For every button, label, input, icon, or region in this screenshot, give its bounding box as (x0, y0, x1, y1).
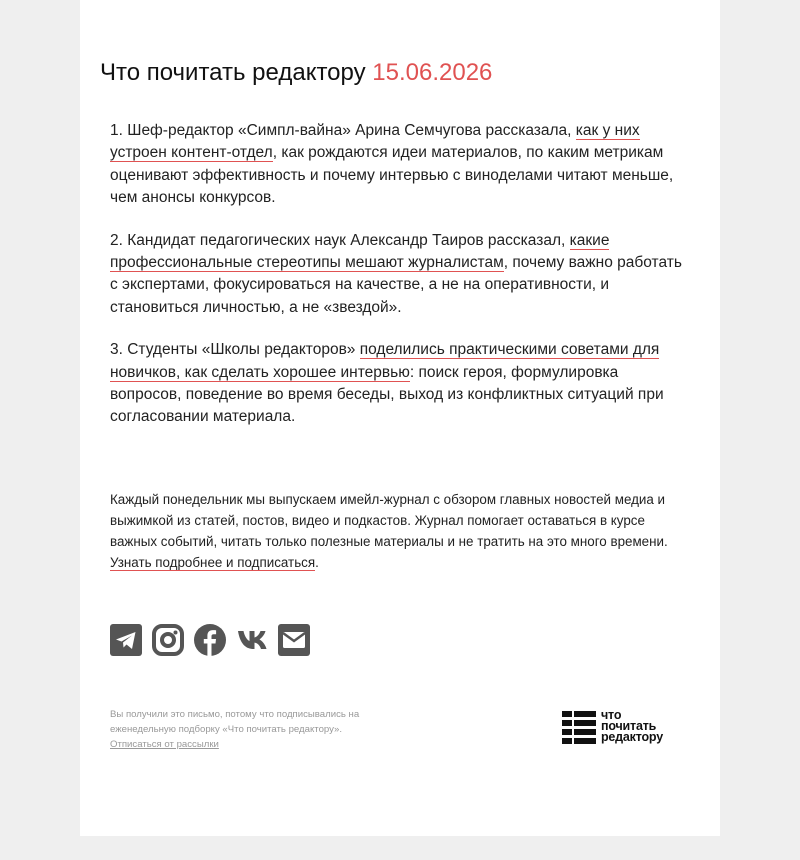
subscribe-link[interactable]: Узнать подробнее и подписаться (110, 555, 316, 570)
logo-line-3: редактору (601, 730, 663, 744)
article-3-link[interactable]: поделились практическими советами для новичков, как сделать хорошее интервью (110, 341, 660, 381)
article-list (110, 120, 692, 449)
article-3-text-after: : поиск героя, формулировка вопросов, поведение во время беседы, выход из конфликтных ситуаций при согласовании материала. (110, 363, 664, 426)
about-paragraph (110, 489, 695, 573)
article-2-text-before: 2. Кандидат педагогических наук Александр Таиров рассказал, (110, 231, 570, 249)
footer-note (110, 707, 400, 752)
email-icon[interactable] (278, 624, 310, 656)
issue-date: 15.06.2026 (372, 59, 493, 86)
logo-line-2: почитать (601, 719, 657, 733)
title-text: Что почитать редактору (100, 59, 366, 86)
logo-mark-icon (562, 711, 596, 745)
about-text: Каждый понедельник мы выпускаем имейл-журнал с обзором главных новостей медиа и выжимкой из статей, постов, видео и подкастов. Журнал помогает оставаться в курсе важных событий, читать только полезные материалы и не тратить на это много времени. (110, 492, 668, 549)
email-card (80, 0, 720, 836)
social-links (110, 624, 310, 656)
vk-icon[interactable] (236, 624, 268, 656)
article-1-link[interactable]: как у них устроен контент-отдел (110, 122, 640, 162)
article-item-1 (110, 120, 692, 209)
article-3-text-before: 3. Студенты «Школы редакторов» (110, 341, 360, 359)
article-2-text-after: , почему важно работать с экспертами, фокусироваться на качестве, а не на оперативности, и становиться личностью, а не «звездой». (110, 253, 682, 316)
footer-note-text: Вы получили это письмо, потому что подписывались на еженедельную подборку «Что почитать редактору». (110, 709, 360, 735)
article-1-text-before: 1. Шеф-редактор «Симпл-вайна» Арина Семчугова рассказала, (110, 122, 576, 139)
page-title (100, 58, 492, 88)
unsubscribe-link[interactable]: Отписаться от рассылки (110, 739, 219, 750)
instagram-icon[interactable] (152, 624, 184, 656)
brand-logo[interactable] (562, 710, 692, 746)
article-item-3 (110, 339, 692, 428)
telegram-icon[interactable] (110, 624, 142, 656)
logo-line-1: что (601, 708, 622, 722)
about-end: . (315, 555, 319, 570)
article-item-2 (110, 230, 692, 319)
article-1-text-after: , как рождаются идеи материалов, по каким метрикам оценивают эффективность и почему интервью с виноделами читают меньше, чем анонсы конкурсов. (110, 144, 674, 206)
facebook-icon[interactable] (194, 624, 226, 656)
logo-text (601, 710, 663, 743)
article-2-link[interactable]: какие профессиональные стереотипы мешают журналистам (110, 231, 610, 271)
